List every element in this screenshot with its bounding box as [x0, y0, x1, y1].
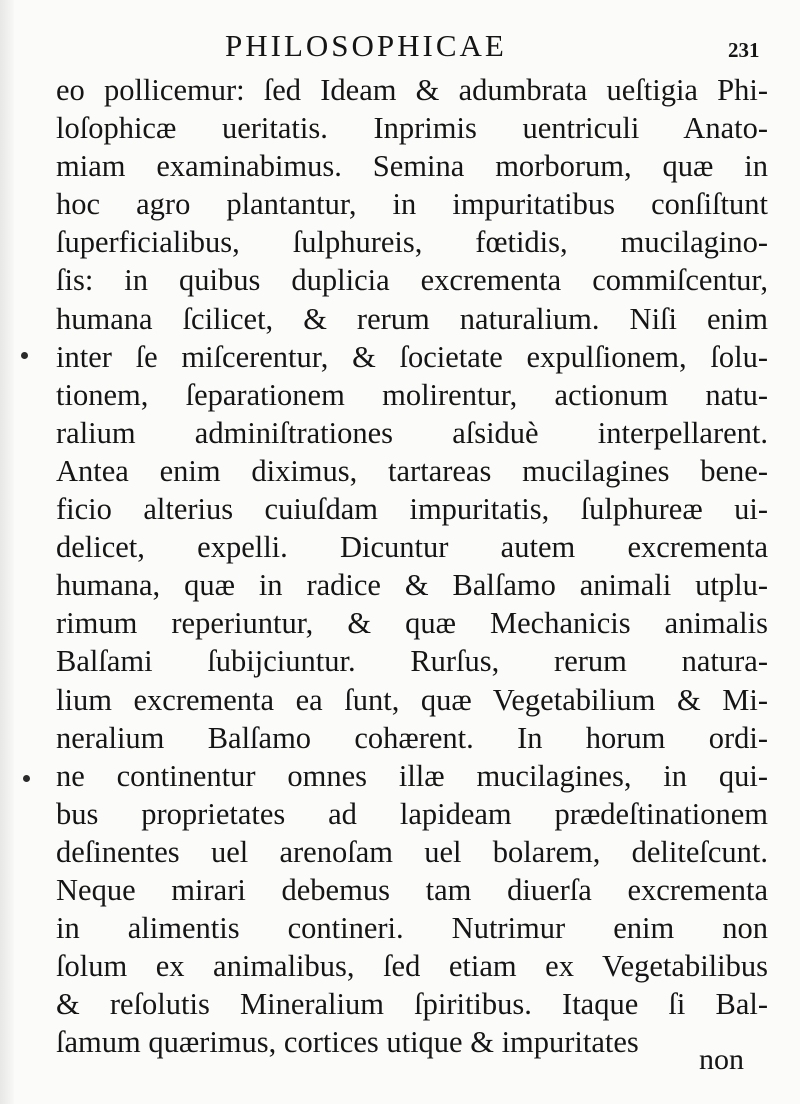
margin-ink-dot: [21, 352, 28, 359]
text-line: lium excrementa ea ſunt, quæ Vegetabilium & Mi-: [56, 682, 768, 717]
text-line: ne continentur omnes illæ mucilagines, in qui-: [56, 758, 768, 793]
text-line: tionem, ſeparationem molirentur, actionum natu-: [56, 377, 768, 412]
text-line: bus proprietates ad lapideam prædeſtinationem: [56, 796, 768, 831]
text-line: Balſami ſubijciuntur. Rurſus, rerum natura-: [56, 644, 768, 679]
text-line: rimum reperiuntur, & quæ Mechanicis animalis: [56, 606, 768, 641]
text-line: humana, quæ in radice & Balſamo animali utplu-: [56, 568, 768, 603]
text-line: ſis: in quibus duplicia excrementa commiſcentur,: [56, 263, 768, 298]
text-line: Antea enim diximus, tartareas mucilagines bene-: [56, 453, 768, 488]
text-line: hoc agro plantantur, in impuritatibus conſiſtunt: [56, 187, 768, 222]
text-line: ſuperficialibus, ſulphureis, fœtidis, mucilagino-: [56, 225, 768, 260]
margin-ink-dot: [23, 775, 30, 782]
text-line: eo pollicemur: ſed Ideam & adumbrata ueſtigia Phi-: [56, 73, 768, 107]
catchword: non: [699, 1043, 744, 1076]
text-line: miam examinabimus. Semina morborum, quæ in: [56, 149, 768, 184]
text-line: ficio alterius cuiuſdam impuritatis, ſulphureæ ui-: [56, 492, 768, 527]
text-line: ſamum quærimus, cortices utique & impuritates: [56, 1025, 639, 1060]
text-line: loſophicæ ueritatis. Inprimis uentriculi Anato-: [56, 111, 768, 146]
page-gutter-shadow: [0, 0, 14, 1104]
text-line: in alimentis contineri. Nutrimur enim non: [56, 911, 768, 946]
text-line: deſinentes uel arenoſam uel bolarem, deliteſcunt.: [56, 834, 768, 869]
text-line: inter ſe miſcerentur, & ſocietate expulſionem, ſolu-: [56, 339, 768, 374]
body-text: [56, 71, 768, 1061]
text-line: ralium adminiſtrationes aſsiduè interpellarent.: [56, 415, 768, 450]
text-line: humana ſcilicet, & rerum naturalium. Niſi enim: [56, 301, 768, 336]
page-number: 231: [728, 38, 760, 62]
text-line: delicet, expelli. Dicuntur autem excrementa: [56, 530, 768, 565]
page-header: [0, 28, 800, 68]
text-line: Neque mirari debemus tam diuerſa excrementa: [56, 872, 768, 907]
text-line: ſolum ex animalibus, ſed etiam ex Vegetabilibus: [56, 949, 768, 984]
text-line: & reſolutis Mineralium ſpiritibus. Itaque ſi Bal-: [56, 987, 768, 1022]
text-line: neralium Balſamo cohærent. In horum ordi-: [56, 720, 768, 755]
running-head: PHILOSOPHICAE: [225, 28, 507, 63]
